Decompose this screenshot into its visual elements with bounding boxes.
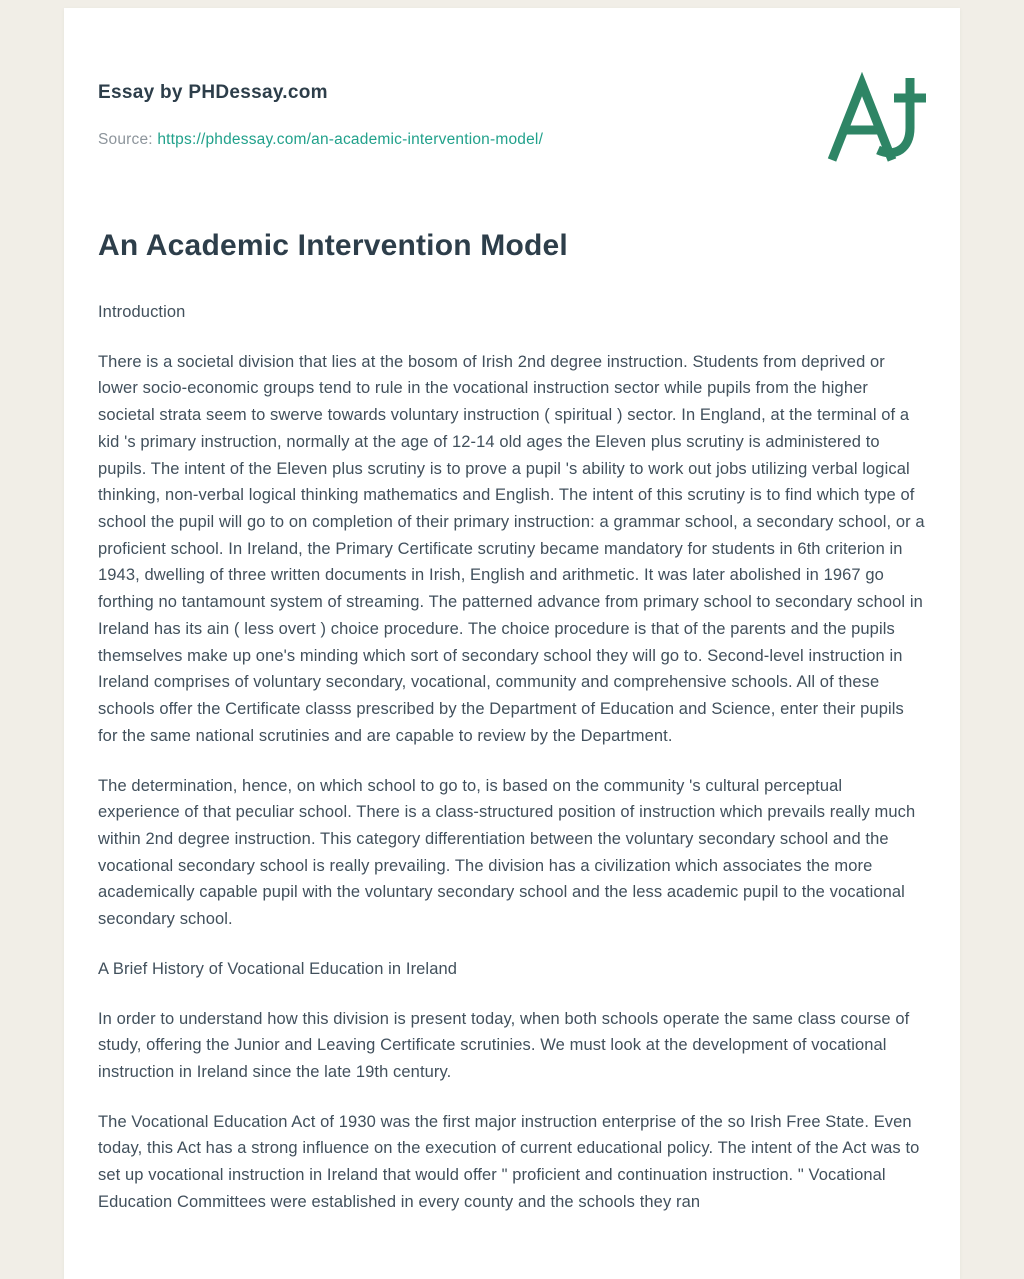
source-label: Source: (98, 131, 153, 148)
article-paragraph: In order to understand how this division is present today, when both schools operate the same class course of study, offering the Junior and Leaving Certificate scrutinies. We must look at the development of vocational instruction in Ireland since the late 19th century. (98, 1009, 910, 1081)
essay-page-card (64, 8, 960, 1279)
article-paragraph: The determination, hence, on which school to go to, is based on the community 's cultural perceptual experience of that peculiar school. There is a class-structured position of instruction which prevails really much within 2nd degree instruction. This category differentiation between the voluntary secondary school and the vocational secondary school is really prevailing. The division has a civilization which associates the more academically capable pupil with the voluntary secondary school and the less academic pupil to the vocational secondary school. (98, 776, 916, 929)
section-heading: A Brief History of Vocational Education in Ireland (98, 959, 458, 978)
source-line (98, 131, 926, 149)
article-paragraph: There is a societal division that lies at the bosom of Irish 2nd degree instruction. Students from deprived or lower socio-economic groups tend to rule in the vocational instruction sector while pupils from the higher societal strata seem to swerve towards voluntary instruction ( spiritual ) sector. In England, at the terminal of a kid 's primary instruction, normally at the age of 12-14 old ages the Eleven plus scrutiny is administered to pupils. The intent of the Eleven plus scrutiny is to prove a pupil 's ability to work out jobs utilizing verbal logical thinking, non-verbal logical thinking mathematics and English. The intent of this scrutiny is to find which type of school the pupil will go to on completion of their primary instruction: a grammar school, a secondary school, or a proficient school. In Ireland, the Primary Certificate scrutiny became mandatory for students in 6th criterion in 1943, dwelling of three written documents in Irish, English and arithmetic. It was later abolished in 1967 go forthing no tantamount system of streaming. The patterned advance from primary school to secondary school in Ireland has its ain ( less overt ) choice procedure. The choice procedure is that of the parents and the pupils themselves make up one's minding which sort of secondary school they will go to. Second-level instruction in Ireland comprises of voluntary secondary, vocational, community and comprehensive schools. All of these schools offer the Certificate classs prescribed by the Department of Education and Science, enter their pupils for the same national scrutinies and are capable to review by the Department. (98, 352, 925, 745)
article-body (98, 299, 926, 1216)
source-url-link[interactable]: https://phdessay.com/an-academic-intervention-model/ (157, 131, 544, 148)
page-title: An Academic Intervention Model (98, 229, 568, 262)
brand-title: Essay by PHDessay.com (98, 82, 328, 103)
article-paragraph: The Vocational Education Act of 1930 was the first major instruction enterprise of the so Irish Free State. Even today, this Act has a strong influence on the execution of current educational policy. The intent of the Act was to set up vocational instruction in Ireland that would offer " proficient and continuation instruction. " Vocational Education Committees were established in every county and the schools they ran (98, 1112, 920, 1211)
intro-heading: Introduction (98, 303, 186, 321)
phdessay-logo-icon (818, 72, 930, 168)
